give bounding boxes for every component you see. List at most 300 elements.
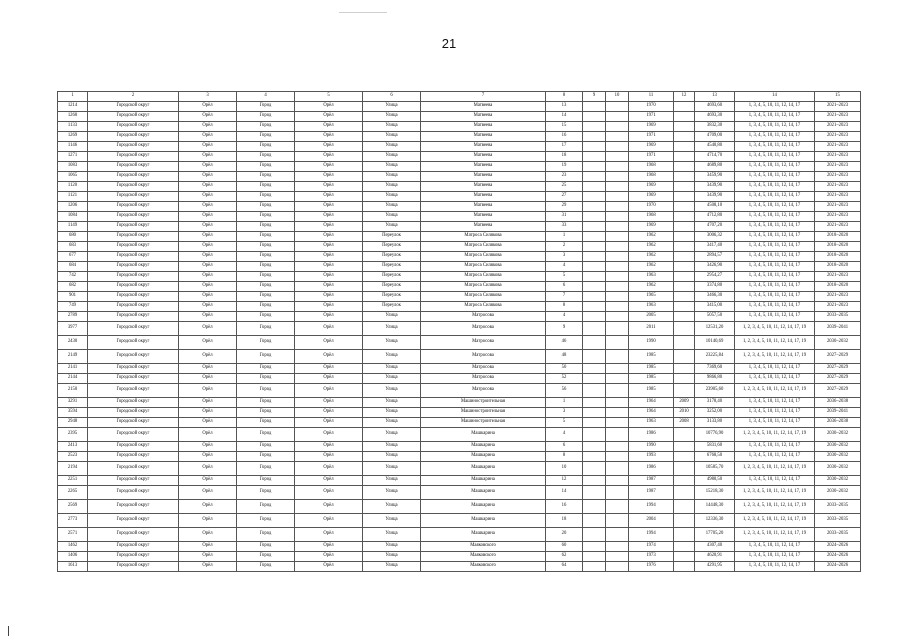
table-row (58, 132, 861, 142)
cell-municipality-type: Городской округ (88, 322, 179, 336)
cell-renovation-year (674, 552, 695, 562)
cell-col-9 (583, 262, 606, 272)
cell-settlement: Орёл (295, 514, 363, 528)
cell-col-10 (606, 112, 629, 122)
cell-settlement: Орёл (295, 272, 363, 282)
cell-house-number: 31 (546, 212, 583, 222)
cell-record-id: 1120 (58, 182, 88, 192)
cell-street-type: Улица (363, 428, 421, 442)
cell-renovation-year (674, 500, 695, 514)
cell-renovation-year (674, 212, 695, 222)
cell-col-10 (606, 102, 629, 112)
cell-street-name: Машкарина (421, 476, 546, 486)
cell-work-types: 1, 3, 4, 5, 10, 11, 12, 14, 17 (735, 192, 815, 202)
cell-build-year: 1964 (629, 398, 674, 408)
cell-street-name: Матросова (421, 374, 546, 384)
cell-col-10 (606, 212, 629, 222)
table-row (58, 262, 861, 272)
cell-col-10 (606, 302, 629, 312)
cell-area: 3374,80 (695, 282, 735, 292)
cell-col-10 (606, 398, 629, 408)
column-number-municipality: 3 (179, 92, 237, 102)
cell-renovation-year (674, 350, 695, 364)
cell-area: 4709,00 (695, 132, 735, 142)
cell-work-types: 1, 2, 3, 4, 5, 10, 11, 12, 14, 17, 19 (735, 350, 815, 364)
cell-col-9 (583, 384, 606, 398)
cell-period: 2027–2029 (815, 384, 861, 398)
cell-settlement-type: Город (237, 364, 295, 374)
cell-street-type: Улица (363, 552, 421, 562)
cell-period: 2030–2032 (815, 476, 861, 486)
cell-street-name: Матроса Силякова (421, 232, 546, 242)
cell-renovation-year (674, 542, 695, 552)
cell-renovation-year: 2008 (674, 418, 695, 428)
cell-area: 3832,30 (695, 122, 735, 132)
cell-municipality-type: Городской округ (88, 282, 179, 292)
cell-record-id: 2789 (58, 312, 88, 322)
cell-street-type: Улица (363, 152, 421, 162)
cell-municipality: Орёл (179, 252, 237, 262)
cell-col-10 (606, 486, 629, 500)
cell-municipality: Орёл (179, 486, 237, 500)
cell-settlement-type: Город (237, 442, 295, 452)
cell-period: 2033–2035 (815, 500, 861, 514)
cell-street-name: Матросова (421, 364, 546, 374)
cell-period: 2030–2032 (815, 486, 861, 500)
table-row (58, 350, 861, 364)
cell-area: 10776,90 (695, 428, 735, 442)
cell-municipality-type: Городской округ (88, 452, 179, 462)
cell-work-types: 1, 3, 4, 5, 10, 11, 12, 14, 17 (735, 374, 815, 384)
cell-col-10 (606, 462, 629, 476)
cell-area: 17705,20 (695, 528, 735, 542)
cell-col-9 (583, 350, 606, 364)
cell-settlement-type: Город (237, 542, 295, 552)
header-row (58, 92, 861, 102)
cell-work-types: 1, 3, 4, 5, 10, 11, 12, 14, 17 (735, 552, 815, 562)
cell-street-type: Улица (363, 384, 421, 398)
cell-record-id: 3977 (58, 322, 88, 336)
cell-work-types: 1, 2, 3, 4, 5, 10, 11, 12, 14, 17, 19 (735, 514, 815, 528)
table-row (58, 112, 861, 122)
cell-area: 3466,30 (695, 292, 735, 302)
table-row (58, 562, 861, 572)
cell-street-name: Матвеева (421, 222, 546, 232)
cell-settlement-type: Город (237, 514, 295, 528)
cell-street-type: Улица (363, 528, 421, 542)
cell-build-year: 1990 (629, 336, 674, 350)
cell-col-10 (606, 374, 629, 384)
cell-area: 4291,95 (695, 562, 735, 572)
table-row (58, 398, 861, 408)
cell-build-year: 1985 (629, 374, 674, 384)
cell-street-name: Матвеева (421, 152, 546, 162)
cell-renovation-year (674, 528, 695, 542)
cell-record-id: 1271 (58, 152, 88, 162)
cell-street-type: Улица (363, 500, 421, 514)
cell-municipality: Орёл (179, 212, 237, 222)
cell-work-types: 1, 3, 4, 5, 10, 11, 12, 14, 17 (735, 132, 815, 142)
cell-settlement-type: Город (237, 272, 295, 282)
cell-settlement: Орёл (295, 428, 363, 442)
cell-area: 3459,90 (695, 172, 735, 182)
cell-work-types: 1, 3, 4, 5, 10, 11, 12, 14, 17 (735, 212, 815, 222)
cell-house-number: 6 (546, 442, 583, 452)
cell-street-type: Улица (363, 202, 421, 212)
cell-settlement: Орёл (295, 292, 363, 302)
cell-settlement-type: Город (237, 462, 295, 476)
cell-street-name: Матроса Силякова (421, 252, 546, 262)
table-row (58, 272, 861, 282)
cell-house-number: 4 (546, 312, 583, 322)
cell-period: 2021–2023 (815, 212, 861, 222)
cell-record-id: 1065 (58, 172, 88, 182)
cell-settlement: Орёл (295, 562, 363, 572)
cell-street-type: Улица (363, 336, 421, 350)
cell-build-year: 1964 (629, 408, 674, 418)
cell-settlement: Орёл (295, 302, 363, 312)
cell-col-9 (583, 152, 606, 162)
cell-settlement: Орёл (295, 384, 363, 398)
cell-period: 2021–2023 (815, 122, 861, 132)
cell-work-types: 1, 2, 3, 4, 5, 10, 11, 12, 14, 17, 19 (735, 322, 815, 336)
cell-house-number: 6 (546, 282, 583, 292)
cell-settlement-type: Город (237, 112, 295, 122)
cell-renovation-year (674, 232, 695, 242)
cell-record-id: 1121 (58, 192, 88, 202)
cell-col-9 (583, 500, 606, 514)
cell-col-9 (583, 112, 606, 122)
cell-area: 4693,60 (695, 102, 735, 112)
cell-col-10 (606, 322, 629, 336)
cell-record-id: 1214 (58, 102, 88, 112)
cell-renovation-year (674, 112, 695, 122)
cell-build-year: 1987 (629, 476, 674, 486)
cell-build-year: 1963 (629, 302, 674, 312)
cell-renovation-year (674, 476, 695, 486)
cell-street-name: Матвеева (421, 192, 546, 202)
cell-work-types: 1, 3, 4, 5, 10, 11, 12, 14, 17 (735, 142, 815, 152)
cell-municipality: Орёл (179, 282, 237, 292)
cell-period: 2033–2035 (815, 312, 861, 322)
cell-record-id: 742 (58, 272, 88, 282)
cell-street-name: Машкарина (421, 500, 546, 514)
cell-period: 2021–2023 (815, 292, 861, 302)
cell-settlement: Орёл (295, 182, 363, 192)
cell-street-name: Матроса Силякова (421, 242, 546, 252)
cell-period: 2021–2023 (815, 172, 861, 182)
cell-area: 4540,80 (695, 142, 735, 152)
cell-build-year: 1963 (629, 418, 674, 428)
cell-street-name: Матвеева (421, 212, 546, 222)
cell-settlement-type: Город (237, 428, 295, 442)
cell-col-9 (583, 312, 606, 322)
cell-street-type: Переулок (363, 302, 421, 312)
cell-area: 3417,40 (695, 242, 735, 252)
column-number-period: 15 (815, 92, 861, 102)
cell-col-10 (606, 514, 629, 528)
cell-col-10 (606, 182, 629, 192)
table-row (58, 322, 861, 336)
cell-record-id: 1268 (58, 112, 88, 122)
cell-area: 4707,20 (695, 222, 735, 232)
cell-work-types: 1, 3, 4, 5, 10, 11, 12, 14, 17 (735, 292, 815, 302)
cell-settlement: Орёл (295, 112, 363, 122)
cell-build-year: 1965 (629, 292, 674, 302)
cell-record-id: 2413 (58, 442, 88, 452)
cell-street-type: Улица (363, 418, 421, 428)
table-row (58, 282, 861, 292)
cell-col-9 (583, 364, 606, 374)
cell-area: 3439,90 (695, 192, 735, 202)
cell-settlement: Орёл (295, 142, 363, 152)
cell-settlement-type: Город (237, 242, 295, 252)
cell-col-9 (583, 252, 606, 262)
cell-settlement-type: Город (237, 374, 295, 384)
cell-work-types: 1, 3, 4, 5, 10, 11, 12, 14, 17 (735, 162, 815, 172)
cell-col-10 (606, 252, 629, 262)
cell-col-10 (606, 142, 629, 152)
cell-renovation-year (674, 142, 695, 152)
cell-municipality-type: Городской округ (88, 384, 179, 398)
table-row (58, 418, 861, 428)
cell-area: 3252,00 (695, 408, 735, 418)
cell-municipality: Орёл (179, 452, 237, 462)
cell-renovation-year (674, 152, 695, 162)
cell-municipality: Орёл (179, 398, 237, 408)
cell-col-9 (583, 514, 606, 528)
cell-col-10 (606, 122, 629, 132)
cell-period: 2036–2038 (815, 418, 861, 428)
cell-col-9 (583, 192, 606, 202)
cell-build-year: 1969 (629, 222, 674, 232)
cell-street-type: Переулок (363, 262, 421, 272)
cell-street-type: Улица (363, 102, 421, 112)
cell-record-id: 2773 (58, 514, 88, 528)
cell-build-year: 1976 (629, 562, 674, 572)
cell-municipality-type: Городской округ (88, 462, 179, 476)
table-row (58, 142, 861, 152)
cell-col-9 (583, 242, 606, 252)
cell-build-year: 1974 (629, 542, 674, 552)
cell-work-types: 1, 3, 4, 5, 10, 11, 12, 14, 17 (735, 222, 815, 232)
table-row (58, 428, 861, 442)
cell-house-number: 8 (546, 302, 583, 312)
cell-house-number: 23 (546, 172, 583, 182)
table-row (58, 212, 861, 222)
cell-settlement-type: Город (237, 152, 295, 162)
cell-settlement: Орёл (295, 452, 363, 462)
cell-renovation-year (674, 192, 695, 202)
cell-col-10 (606, 542, 629, 552)
cell-street-type: Улица (363, 112, 421, 122)
cell-municipality-type: Городской округ (88, 552, 179, 562)
cell-period: 2018–2020 (815, 232, 861, 242)
cell-record-id: 2569 (58, 500, 88, 514)
cell-settlement-type: Город (237, 500, 295, 514)
cell-build-year: 1962 (629, 252, 674, 262)
cell-renovation-year (674, 162, 695, 172)
cell-period: 2021–2023 (815, 142, 861, 152)
column-number-municipality-type: 2 (88, 92, 179, 102)
cell-col-9 (583, 322, 606, 336)
table-row (58, 152, 861, 162)
cell-col-9 (583, 528, 606, 542)
cell-renovation-year (674, 364, 695, 374)
cell-area: 4714,70 (695, 152, 735, 162)
cell-renovation-year (674, 322, 695, 336)
cell-col-9 (583, 562, 606, 572)
cell-period: 2024–2026 (815, 562, 861, 572)
cell-municipality: Орёл (179, 552, 237, 562)
cell-street-type: Улица (363, 562, 421, 572)
cell-col-9 (583, 142, 606, 152)
cell-work-types: 1, 2, 3, 4, 5, 10, 11, 12, 14, 17, 19 (735, 528, 815, 542)
cell-municipality-type: Городской округ (88, 562, 179, 572)
cell-municipality: Орёл (179, 112, 237, 122)
cell-area: 10585,70 (695, 462, 735, 476)
cell-period: 2030–2032 (815, 428, 861, 442)
cell-settlement: Орёл (295, 252, 363, 262)
cell-col-9 (583, 462, 606, 476)
cell-street-type: Улица (363, 222, 421, 232)
cell-settlement-type: Город (237, 302, 295, 312)
cell-house-number: 8 (546, 452, 583, 462)
cell-house-number: 13 (546, 102, 583, 112)
cell-record-id: 1406 (58, 552, 88, 562)
cell-settlement-type: Город (237, 452, 295, 462)
cell-work-types: 1, 3, 4, 5, 10, 11, 12, 14, 17 (735, 312, 815, 322)
cell-settlement-type: Город (237, 418, 295, 428)
table-row (58, 312, 861, 322)
cell-work-types: 1, 3, 4, 5, 10, 11, 12, 14, 17 (735, 262, 815, 272)
cell-col-9 (583, 292, 606, 302)
cell-settlement-type: Город (237, 182, 295, 192)
cell-period: 2021–2023 (815, 302, 861, 312)
cell-municipality: Орёл (179, 242, 237, 252)
cell-street-name: Матвеева (421, 202, 546, 212)
cell-house-number: 1 (546, 398, 583, 408)
cell-municipality-type: Городской округ (88, 272, 179, 282)
cell-record-id: 2194 (58, 462, 88, 476)
cell-settlement-type: Город (237, 282, 295, 292)
cell-street-type: Улица (363, 476, 421, 486)
cell-col-9 (583, 132, 606, 142)
cell-period: 2021–2023 (815, 152, 861, 162)
table-row (58, 374, 861, 384)
cell-work-types: 1, 3, 4, 5, 10, 11, 12, 14, 17 (735, 398, 815, 408)
cell-settlement: Орёл (295, 172, 363, 182)
cell-work-types: 1, 3, 4, 5, 10, 11, 12, 14, 17 (735, 408, 815, 418)
cell-record-id: 1133 (58, 122, 88, 132)
cell-street-name: Маяковского (421, 562, 546, 572)
cell-settlement-type: Город (237, 528, 295, 542)
cell-municipality-type: Городской округ (88, 182, 179, 192)
cell-street-name: Матвеева (421, 112, 546, 122)
cell-col-9 (583, 302, 606, 312)
cell-house-number: 52 (546, 374, 583, 384)
cell-settlement-type: Город (237, 162, 295, 172)
cell-municipality: Орёл (179, 172, 237, 182)
table-row (58, 364, 861, 374)
cell-house-number: 56 (546, 384, 583, 398)
cell-municipality-type: Городской округ (88, 542, 179, 552)
cell-work-types: 1, 3, 4, 5, 10, 11, 12, 14, 17 (735, 302, 815, 312)
cell-street-type: Улица (363, 212, 421, 222)
cell-renovation-year (674, 336, 695, 350)
cell-work-types: 1, 2, 3, 4, 5, 10, 11, 12, 14, 17, 19 (735, 500, 815, 514)
cell-municipality-type: Городской округ (88, 398, 179, 408)
cell-record-id: 2149 (58, 350, 88, 364)
cell-municipality-type: Городской округ (88, 122, 179, 132)
cell-col-10 (606, 384, 629, 398)
cell-settlement-type: Город (237, 292, 295, 302)
cell-house-number: 5 (546, 272, 583, 282)
cell-municipality-type: Городской округ (88, 132, 179, 142)
cell-municipality: Орёл (179, 408, 237, 418)
cell-build-year: 1968 (629, 162, 674, 172)
cell-municipality-type: Городской округ (88, 252, 179, 262)
cell-street-type: Улица (363, 462, 421, 476)
cell-house-number: 9 (546, 322, 583, 336)
cell-settlement: Орёл (295, 398, 363, 408)
cell-settlement: Орёл (295, 500, 363, 514)
cell-col-10 (606, 428, 629, 442)
cell-municipality: Орёл (179, 232, 237, 242)
cell-work-types: 1, 3, 4, 5, 10, 11, 12, 14, 17 (735, 418, 815, 428)
cell-house-number: 29 (546, 202, 583, 212)
cell-settlement: Орёл (295, 122, 363, 132)
cell-col-10 (606, 336, 629, 350)
cell-street-type: Улица (363, 192, 421, 202)
cell-col-10 (606, 262, 629, 272)
cell-build-year: 2005 (629, 312, 674, 322)
cell-area: 3178,40 (695, 398, 735, 408)
cell-period: 2039–2041 (815, 408, 861, 418)
cell-municipality: Орёл (179, 514, 237, 528)
cell-house-number: 48 (546, 350, 583, 364)
cell-street-type: Улица (363, 350, 421, 364)
cell-renovation-year (674, 292, 695, 302)
cell-house-number: 10 (546, 462, 583, 476)
cell-municipality-type: Городской округ (88, 428, 179, 442)
cell-settlement: Орёл (295, 374, 363, 384)
cell-build-year: 1962 (629, 282, 674, 292)
cell-col-9 (583, 486, 606, 500)
table-row (58, 528, 861, 542)
cell-period: 2030–2032 (815, 452, 861, 462)
cell-street-type: Переулок (363, 232, 421, 242)
cell-period: 2021–2023 (815, 182, 861, 192)
cell-municipality: Орёл (179, 528, 237, 542)
cell-renovation-year (674, 132, 695, 142)
cell-street-type: Улица (363, 322, 421, 336)
cell-settlement: Орёл (295, 364, 363, 374)
cell-period: 2030–2032 (815, 336, 861, 350)
cell-street-name: Машиностроительная (421, 408, 546, 418)
cell-settlement: Орёл (295, 202, 363, 212)
cell-street-name: Матвеева (421, 182, 546, 192)
cell-build-year: 1970 (629, 202, 674, 212)
column-number-settlement: 5 (295, 92, 363, 102)
cell-record-id: 1084 (58, 212, 88, 222)
cell-build-year: 1973 (629, 552, 674, 562)
cell-street-type: Улица (363, 312, 421, 322)
cell-street-name: Машкарина (421, 514, 546, 528)
cell-record-id: 2948 (58, 418, 88, 428)
cell-period: 2021–2023 (815, 202, 861, 212)
cell-house-number: 2 (546, 242, 583, 252)
